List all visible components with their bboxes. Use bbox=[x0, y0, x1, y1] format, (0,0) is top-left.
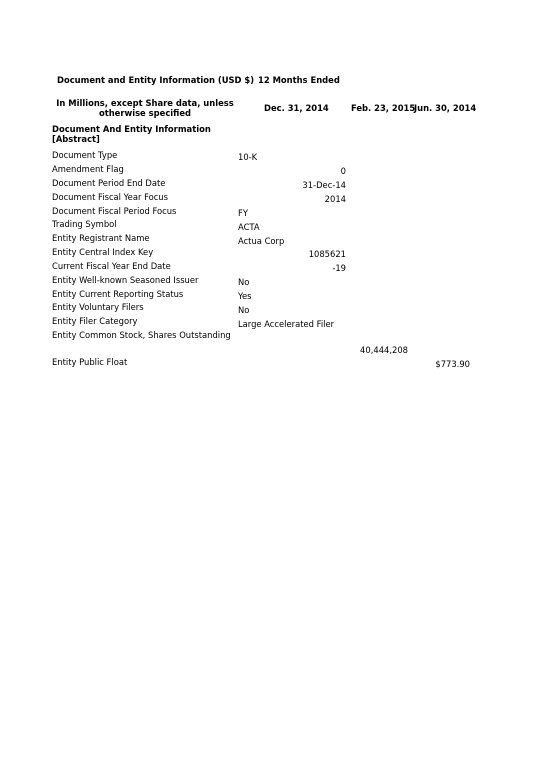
row-label-current-fiscal-year-end-date: Current Fiscal Year End Date bbox=[52, 261, 171, 271]
row-label-amendment-flag: Amendment Flag bbox=[52, 164, 124, 174]
row-label-entity-current-reporting-status: Entity Current Reporting Status bbox=[52, 289, 184, 299]
units-note: In Millions, except Share data, unless otherwise specified bbox=[56, 98, 234, 118]
section-title: Document And Entity Information [Abstract] bbox=[52, 124, 211, 144]
row-value-document-fiscal-year-focus: 2014 bbox=[324, 194, 346, 204]
table-title: Document and Entity Information (USD $) bbox=[57, 75, 255, 85]
row-value-entity-voluntary-filers: No bbox=[238, 305, 250, 315]
row-label-entity-voluntary-filers: Entity Voluntary Filers bbox=[52, 302, 144, 312]
row-value-document-period-end-date: 31-Dec-14 bbox=[302, 180, 346, 190]
row-value-entity-current-reporting-status: Yes bbox=[238, 291, 252, 301]
row-value-document-fiscal-period-focus: FY bbox=[238, 208, 248, 218]
row-label-document-fiscal-year-focus: Document Fiscal Year Focus bbox=[52, 192, 168, 202]
column-header-jun-30-2014: Jun. 30, 2014 bbox=[414, 103, 477, 113]
row-value-entity-well-known-seasoned-issuer: No bbox=[238, 277, 250, 287]
row-label-entity-common-stock-shares-outstanding: Entity Common Stock, Shares Outstanding bbox=[52, 330, 231, 340]
row-label-document-type: Document Type bbox=[52, 150, 118, 160]
row-label-entity-registrant-name: Entity Registrant Name bbox=[52, 233, 150, 243]
row-label-entity-public-float: Entity Public Float bbox=[52, 357, 128, 367]
row-value-entity-registrant-name: Actua Corp bbox=[238, 236, 285, 246]
row-value-entity-filer-category: Large Accelerated Filer bbox=[238, 319, 335, 329]
row-value-amendment-flag: 0 bbox=[340, 166, 346, 176]
row-label-entity-filer-category: Entity Filer Category bbox=[52, 316, 138, 326]
row-label-entity-central-index-key: Entity Central Index Key bbox=[52, 247, 154, 257]
row-label-entity-well-known-seasoned-issuer: Entity Well-known Seasoned Issuer bbox=[52, 275, 199, 285]
column-header-dec-31-2014: Dec. 31, 2014 bbox=[264, 103, 329, 113]
row-value-document-type: 10-K bbox=[238, 152, 258, 162]
row-label-document-fiscal-period-focus: Document Fiscal Period Focus bbox=[52, 206, 177, 216]
row-value-entity-central-index-key: 1085621 bbox=[308, 249, 346, 259]
row-value-entity-common-stock-shares-outstanding: 40,444,208 bbox=[360, 345, 408, 355]
row-value-trading-symbol: ACTA bbox=[238, 222, 260, 232]
row-value-current-fiscal-year-end-date: -19 bbox=[332, 263, 346, 273]
column-header-feb-23-2015: Feb. 23, 2015 bbox=[351, 103, 416, 113]
row-label-trading-symbol: Trading Symbol bbox=[52, 219, 117, 229]
row-label-document-period-end-date: Document Period End Date bbox=[52, 178, 166, 188]
period-group-header: 12 Months Ended bbox=[258, 75, 340, 85]
row-value-entity-public-float: $773.90 bbox=[435, 359, 470, 369]
